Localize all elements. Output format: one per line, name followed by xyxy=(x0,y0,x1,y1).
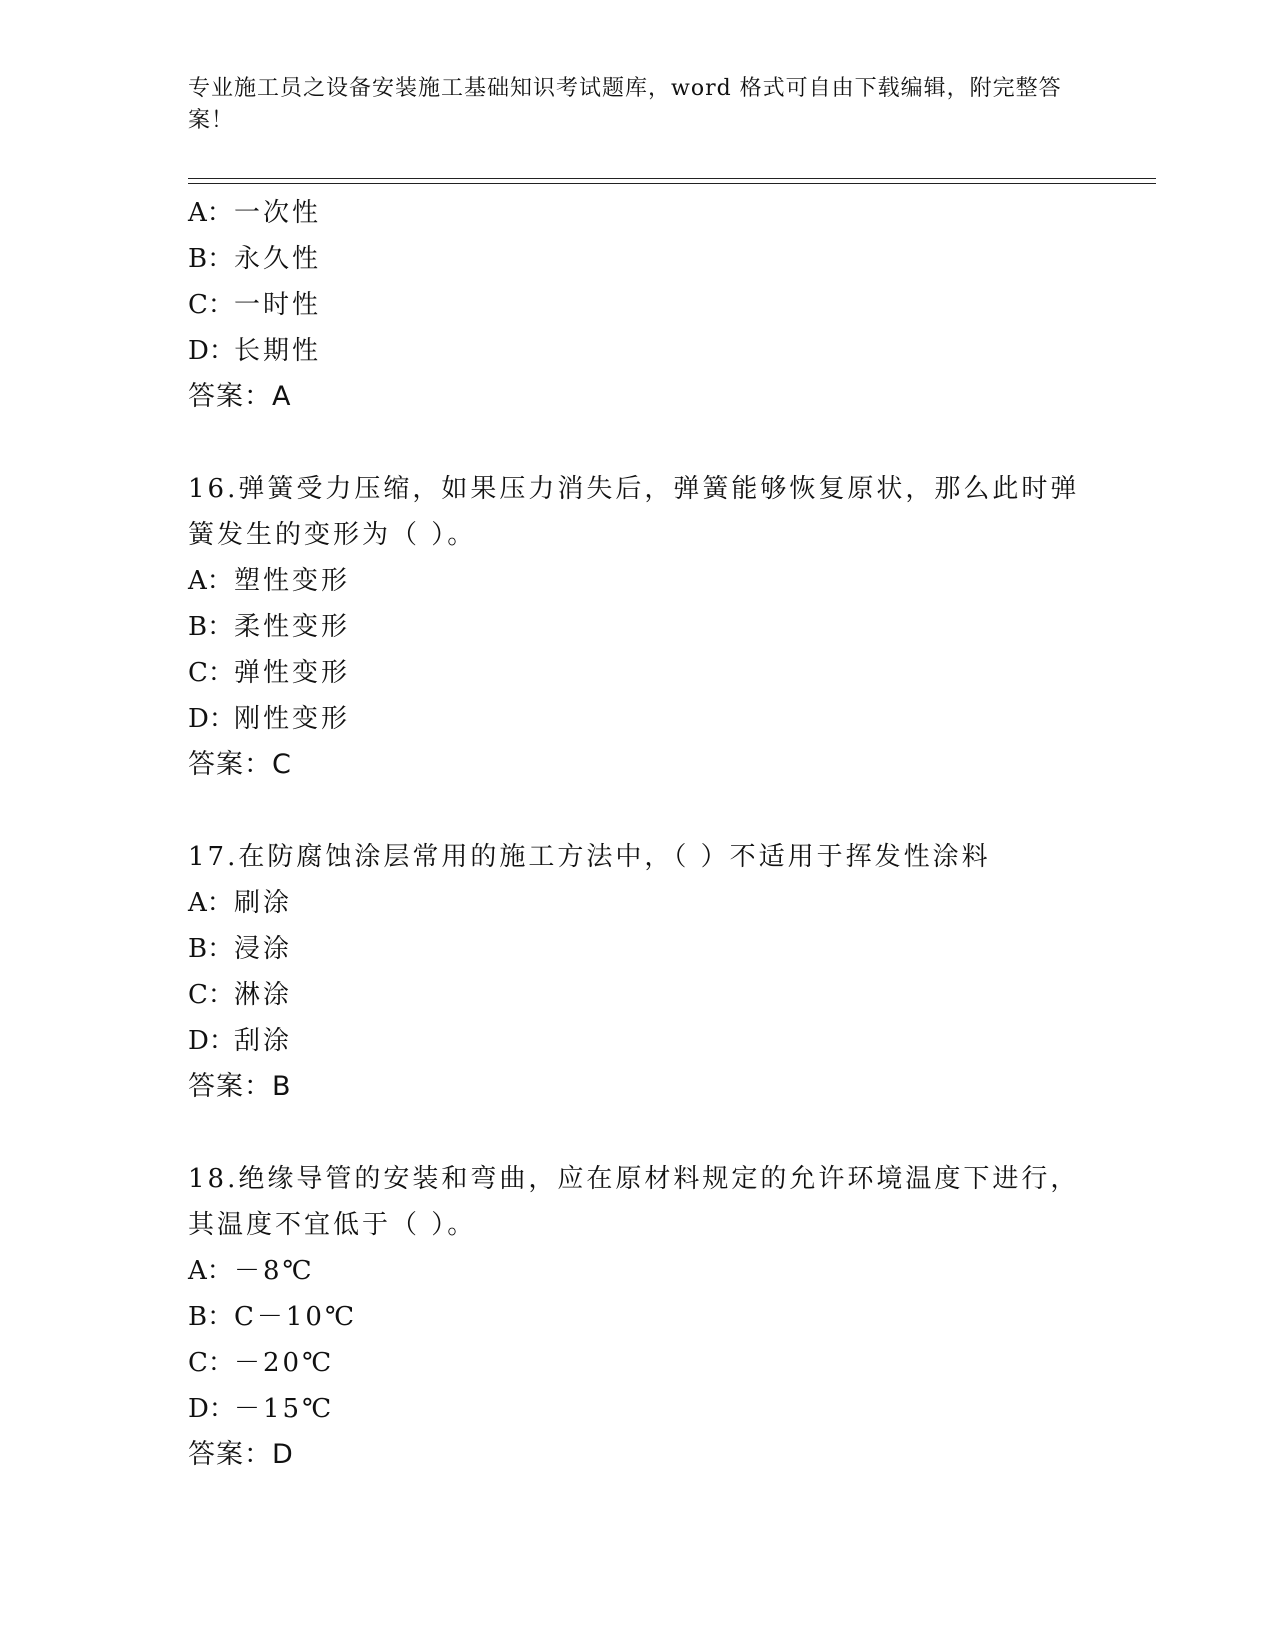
question-stem-continued: 簧发生的变形为（ ）。 xyxy=(188,520,477,550)
option-d: D：－15℃ xyxy=(188,1394,335,1424)
option-b: B：C－10℃ xyxy=(188,1302,358,1332)
question-stem: 16.弹簧受力压缩，如果压力消失后，弹簧能够恢复原状，那么此时弹 xyxy=(188,474,1080,504)
option-d: D：刮涂 xyxy=(188,1026,293,1056)
question-16 xyxy=(188,466,1088,788)
question-15 xyxy=(188,190,1088,420)
answer: 答案：C xyxy=(188,749,292,780)
question-stem-continued: 其温度不宜低于（ ）。 xyxy=(188,1210,477,1240)
option-b: B：柔性变形 xyxy=(188,612,351,642)
question-17 xyxy=(188,834,1088,1110)
document-header: 专业施工员之设备安装施工基础知识考试题库，word 格式可自由下载编辑，附完整答案！ xyxy=(188,76,1062,133)
header-divider-top xyxy=(188,178,1156,179)
header-divider-bottom xyxy=(188,183,1156,184)
answer: 答案：D xyxy=(188,1439,294,1470)
option-c: C：弹性变形 xyxy=(188,658,351,688)
option-d: D：刚性变形 xyxy=(188,704,351,734)
option-a: A：塑性变形 xyxy=(188,566,351,596)
answer: 答案：A xyxy=(188,381,292,412)
question-stem: 17.在防腐蚀涂层常用的施工方法中，（ ）不适用于挥发性涂料 xyxy=(188,842,991,872)
option-b: B：永久性 xyxy=(188,244,322,274)
question-stem: 18.绝缘导管的安装和弯曲，应在原材料规定的允许环境温度下进行， xyxy=(188,1164,1080,1194)
option-b: B：浸涂 xyxy=(188,934,293,964)
question-18 xyxy=(188,1156,1088,1478)
question-list xyxy=(188,190,1088,1478)
option-c: C：－20℃ xyxy=(188,1348,335,1378)
option-c: C：一时性 xyxy=(188,290,322,320)
option-d: D：长期性 xyxy=(188,336,322,366)
option-a: A：－8℃ xyxy=(188,1256,315,1286)
answer: 答案：B xyxy=(188,1071,292,1102)
option-a: A：刷涂 xyxy=(188,888,293,918)
option-c: C：淋涂 xyxy=(188,980,293,1010)
option-a: A：一次性 xyxy=(188,198,322,228)
